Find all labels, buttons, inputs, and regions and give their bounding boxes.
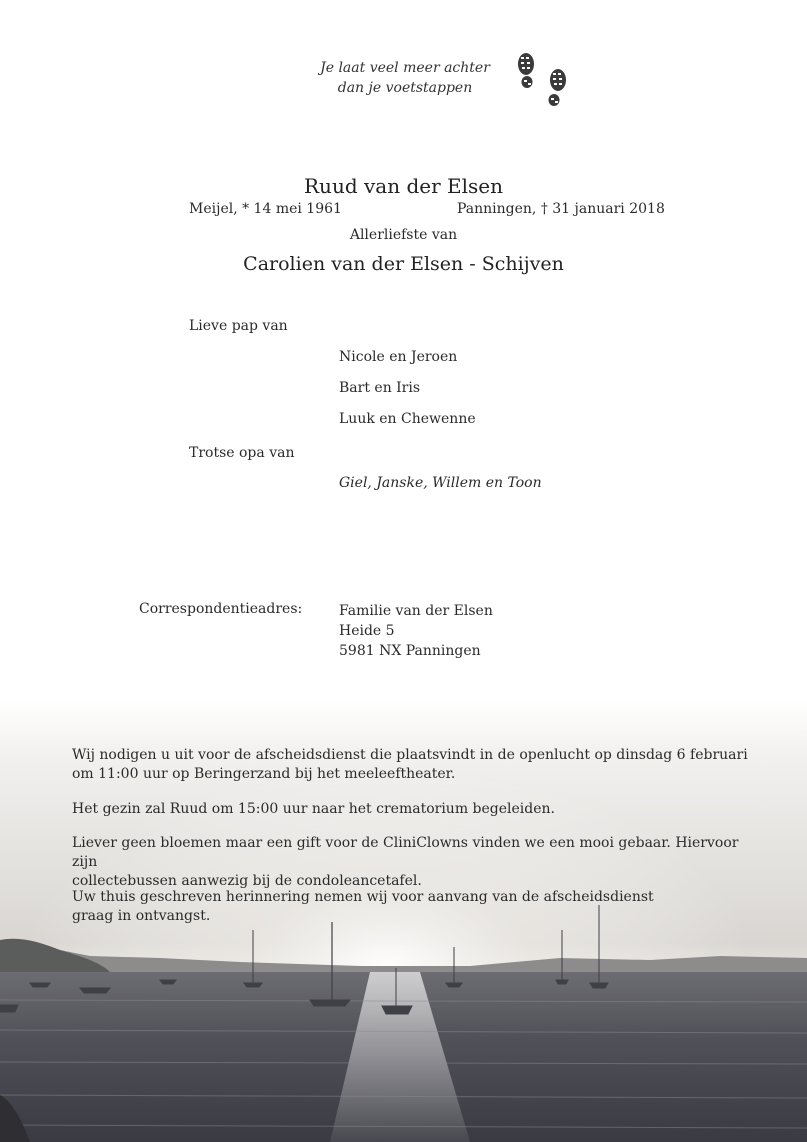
correspondence-address <box>339 601 493 661</box>
paragraph-crematorium <box>72 800 762 819</box>
paragraph-line: Liever geen bloemen maar een gift voor de CliniClowns vinden we een mooi gebaar. Hiervoor zijn <box>72 835 739 870</box>
paragraph-memory <box>72 888 762 926</box>
header-quote <box>320 58 490 98</box>
paragraph-line: Wij nodigen u uit voor de afscheidsdienst die plaatsvindt in de openlucht op dinsdag 6 februari <box>72 747 748 763</box>
paragraph-line: Uw thuis geschreven herinnering nemen wij voor aanvang van de afscheidsdienst <box>72 889 654 905</box>
address-line-1: Familie van der Elsen <box>339 603 493 619</box>
address-line-3: 5981 NX Panningen <box>339 643 481 659</box>
death-info: Panningen, † 31 januari 2018 <box>457 201 665 217</box>
spouse-name: Carolien van der Elsen - Schijven <box>243 253 564 275</box>
grandchildren-names: Giel, Janske, Willem en Toon <box>339 475 542 491</box>
quote-line-2: dan je voetstappen <box>337 80 473 96</box>
footprints-icon <box>510 48 582 120</box>
paragraph-line: graag in ontvangst. <box>72 908 211 924</box>
children-label: Lieve pap van <box>189 318 288 334</box>
paragraph-line: om 11:00 uur op Beringerzand bij het meeleeftheater. <box>72 766 456 782</box>
grandchildren-label: Trotse opa van <box>189 445 295 461</box>
correspondence-label: Correspondentieadres: <box>139 601 303 617</box>
paragraph-service <box>72 746 762 784</box>
child-item: Nicole en Jeroen <box>339 349 458 365</box>
child-item: Bart en Iris <box>339 380 421 396</box>
birth-info: Meijel, * 14 mei 1961 <box>189 201 342 217</box>
paragraph-line: collectebussen aanwezig bij de condoleancetafel. <box>72 873 422 889</box>
child-item: Luuk en Chewenne <box>339 411 476 427</box>
address-line-2: Heide 5 <box>339 623 395 639</box>
paragraph-line: Het gezin zal Ruud om 15:00 uur naar het crematorium begeleiden. <box>72 801 555 817</box>
deceased-name: Ruud van der Elsen <box>304 174 503 198</box>
spouse-intro: Allerliefste van <box>349 227 458 243</box>
quote-line-1: Je laat veel meer achter <box>320 60 490 76</box>
paragraph-donation <box>72 834 762 891</box>
